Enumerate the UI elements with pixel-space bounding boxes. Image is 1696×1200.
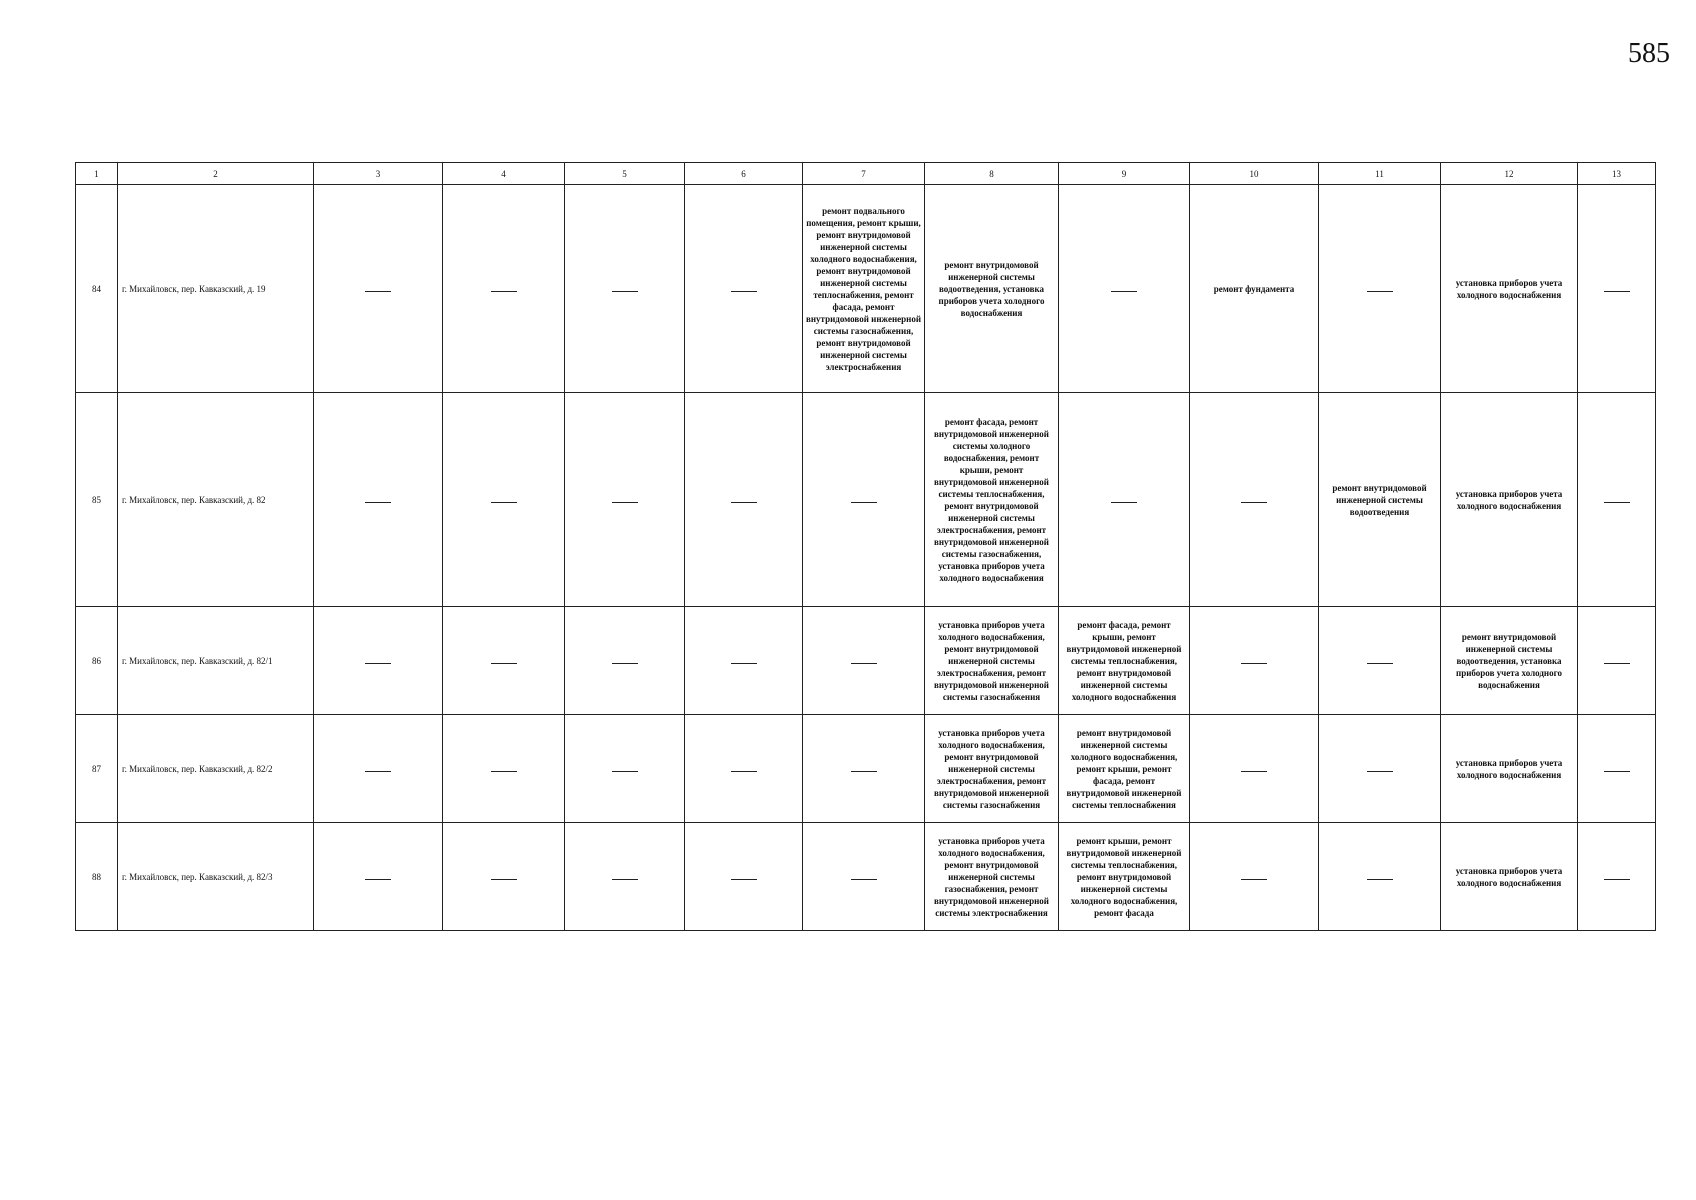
cell-col-13 [1578, 607, 1656, 715]
cell-col-10: ремонт фундамента [1190, 185, 1319, 393]
cell-col-12: ремонт внутридомовой инженерной системы водоотведения, установка приборов учета холодного водоснабжения [1441, 607, 1578, 715]
cell-col-11 [1319, 715, 1441, 823]
cell-col-13 [1578, 823, 1656, 931]
empty-dash [612, 879, 638, 880]
empty-dash [1367, 879, 1393, 880]
cell-col-8: установка приборов учета холодного водоснабжения, ремонт внутридомовой инженерной системы электроснабжения, ремонт внутридомовой инженерной системы газоснабжения [925, 715, 1059, 823]
row-address: г. Михайловск, пер. Кавказский, д. 19 [118, 185, 314, 393]
cell-col-6 [685, 823, 803, 931]
empty-dash [1604, 291, 1630, 292]
cell-col-9 [1059, 185, 1190, 393]
empty-dash [365, 771, 391, 772]
row-number: 87 [76, 715, 118, 823]
empty-dash [1241, 663, 1267, 664]
empty-dash [1241, 771, 1267, 772]
cell-col-10 [1190, 715, 1319, 823]
cell-col-13 [1578, 715, 1656, 823]
empty-dash [731, 663, 757, 664]
cell-col-5 [565, 185, 685, 393]
empty-dash [491, 663, 517, 664]
repair-schedule-table [75, 162, 1656, 931]
empty-dash [612, 663, 638, 664]
cell-col-7 [803, 393, 925, 607]
empty-dash [365, 502, 391, 503]
empty-dash [851, 502, 877, 503]
table-row [76, 185, 1656, 393]
empty-dash [1604, 502, 1630, 503]
cell-col-11 [1319, 823, 1441, 931]
row-address: г. Михайловск, пер. Кавказский, д. 82/3 [118, 823, 314, 931]
empty-dash [851, 879, 877, 880]
cell-col-13 [1578, 185, 1656, 393]
cell-col-3 [314, 607, 443, 715]
empty-dash [851, 663, 877, 664]
cell-col-4 [443, 715, 565, 823]
column-header: 8 [925, 163, 1059, 185]
cell-col-7 [803, 607, 925, 715]
cell-col-5 [565, 823, 685, 931]
empty-dash [1604, 771, 1630, 772]
cell-col-9: ремонт крыши, ремонт внутридомовой инженерной системы теплоснабжения, ремонт внутридомовой инженерной системы холодного водоснабжения, ремонт фасада [1059, 823, 1190, 931]
row-address: г. Михайловск, пер. Кавказский, д. 82 [118, 393, 314, 607]
page-number: 585 [1628, 38, 1670, 69]
cell-col-7: ремонт подвального помещения, ремонт крыши, ремонт внутридомовой инженерной системы холодного водоснабжения, ремонт внутридомовой инженерной системы теплоснабжения, ремонт фасада, ремонт внутридомовой инженерной системы газоснабжения, ремонт внутридомовой инженерной системы электроснабжения [803, 185, 925, 393]
column-header: 11 [1319, 163, 1441, 185]
cell-col-4 [443, 393, 565, 607]
column-header: 3 [314, 163, 443, 185]
empty-dash [1111, 291, 1137, 292]
row-number: 88 [76, 823, 118, 931]
column-header: 10 [1190, 163, 1319, 185]
cell-col-12: установка приборов учета холодного водоснабжения [1441, 823, 1578, 931]
cell-col-3 [314, 393, 443, 607]
empty-dash [365, 291, 391, 292]
empty-dash [1241, 502, 1267, 503]
cell-col-5 [565, 393, 685, 607]
row-number: 84 [76, 185, 118, 393]
empty-dash [731, 879, 757, 880]
row-address: г. Михайловск, пер. Кавказский, д. 82/2 [118, 715, 314, 823]
table-row [76, 823, 1656, 931]
cell-col-13 [1578, 393, 1656, 607]
empty-dash [1367, 291, 1393, 292]
cell-col-5 [565, 607, 685, 715]
empty-dash [612, 291, 638, 292]
cell-col-8: ремонт внутридомовой инженерной системы водоотведения, установка приборов учета холодного водоснабжения [925, 185, 1059, 393]
cell-col-11 [1319, 607, 1441, 715]
column-header: 1 [76, 163, 118, 185]
cell-col-6 [685, 185, 803, 393]
cell-col-10 [1190, 607, 1319, 715]
column-header: 2 [118, 163, 314, 185]
cell-col-9: ремонт внутридомовой инженерной системы холодного водоснабжения, ремонт крыши, ремонт фасада, ремонт внутридомовой инженерной системы теплоснабжения [1059, 715, 1190, 823]
column-header: 12 [1441, 163, 1578, 185]
table-row [76, 393, 1656, 607]
cell-col-6 [685, 715, 803, 823]
cell-col-12: установка приборов учета холодного водоснабжения [1441, 715, 1578, 823]
empty-dash [731, 502, 757, 503]
table-row [76, 715, 1656, 823]
cell-col-3 [314, 823, 443, 931]
row-address: г. Михайловск, пер. Кавказский, д. 82/1 [118, 607, 314, 715]
column-number-row [76, 163, 1656, 185]
cell-col-11: ремонт внутридомовой инженерной системы водоотведения [1319, 393, 1441, 607]
cell-col-9 [1059, 393, 1190, 607]
empty-dash [365, 879, 391, 880]
empty-dash [491, 502, 517, 503]
empty-dash [612, 502, 638, 503]
column-header: 13 [1578, 163, 1656, 185]
cell-col-11 [1319, 185, 1441, 393]
empty-dash [1604, 663, 1630, 664]
empty-dash [851, 771, 877, 772]
row-number: 85 [76, 393, 118, 607]
cell-col-8: ремонт фасада, ремонт внутридомовой инженерной системы холодного водоснабжения, ремонт крыши, ремонт внутридомовой инженерной системы теплоснабжения, ремонт внутридомовой инженерной системы электроснабжения, ремонт внутридомовой инженерной системы газоснабжения, установка приборов учета холодного водоснабжения [925, 393, 1059, 607]
table-row [76, 607, 1656, 715]
column-header: 7 [803, 163, 925, 185]
cell-col-10 [1190, 823, 1319, 931]
cell-col-8: установка приборов учета холодного водоснабжения, ремонт внутридомовой инженерной системы электроснабжения, ремонт внутридомовой инженерной системы газоснабжения [925, 607, 1059, 715]
cell-col-4 [443, 607, 565, 715]
cell-col-4 [443, 823, 565, 931]
empty-dash [1604, 879, 1630, 880]
empty-dash [491, 879, 517, 880]
empty-dash [1367, 663, 1393, 664]
empty-dash [1241, 879, 1267, 880]
cell-col-12: установка приборов учета холодного водоснабжения [1441, 393, 1578, 607]
empty-dash [612, 771, 638, 772]
column-header: 5 [565, 163, 685, 185]
cell-col-6 [685, 607, 803, 715]
column-header: 4 [443, 163, 565, 185]
row-number: 86 [76, 607, 118, 715]
empty-dash [731, 291, 757, 292]
column-header: 6 [685, 163, 803, 185]
empty-dash [731, 771, 757, 772]
column-header: 9 [1059, 163, 1190, 185]
cell-col-8: установка приборов учета холодного водоснабжения, ремонт внутридомовой инженерной системы газоснабжения, ремонт внутридомовой инженерной системы электроснабжения [925, 823, 1059, 931]
cell-col-5 [565, 715, 685, 823]
cell-col-7 [803, 823, 925, 931]
cell-col-9: ремонт фасада, ремонт крыши, ремонт внутридомовой инженерной системы теплоснабжения, ремонт внутридомовой инженерной системы холодного водоснабжения [1059, 607, 1190, 715]
cell-col-7 [803, 715, 925, 823]
cell-col-3 [314, 715, 443, 823]
empty-dash [491, 771, 517, 772]
cell-col-12: установка приборов учета холодного водоснабжения [1441, 185, 1578, 393]
cell-col-10 [1190, 393, 1319, 607]
empty-dash [1111, 502, 1137, 503]
cell-col-6 [685, 393, 803, 607]
empty-dash [365, 663, 391, 664]
empty-dash [1367, 771, 1393, 772]
empty-dash [491, 291, 517, 292]
cell-col-4 [443, 185, 565, 393]
cell-col-3 [314, 185, 443, 393]
